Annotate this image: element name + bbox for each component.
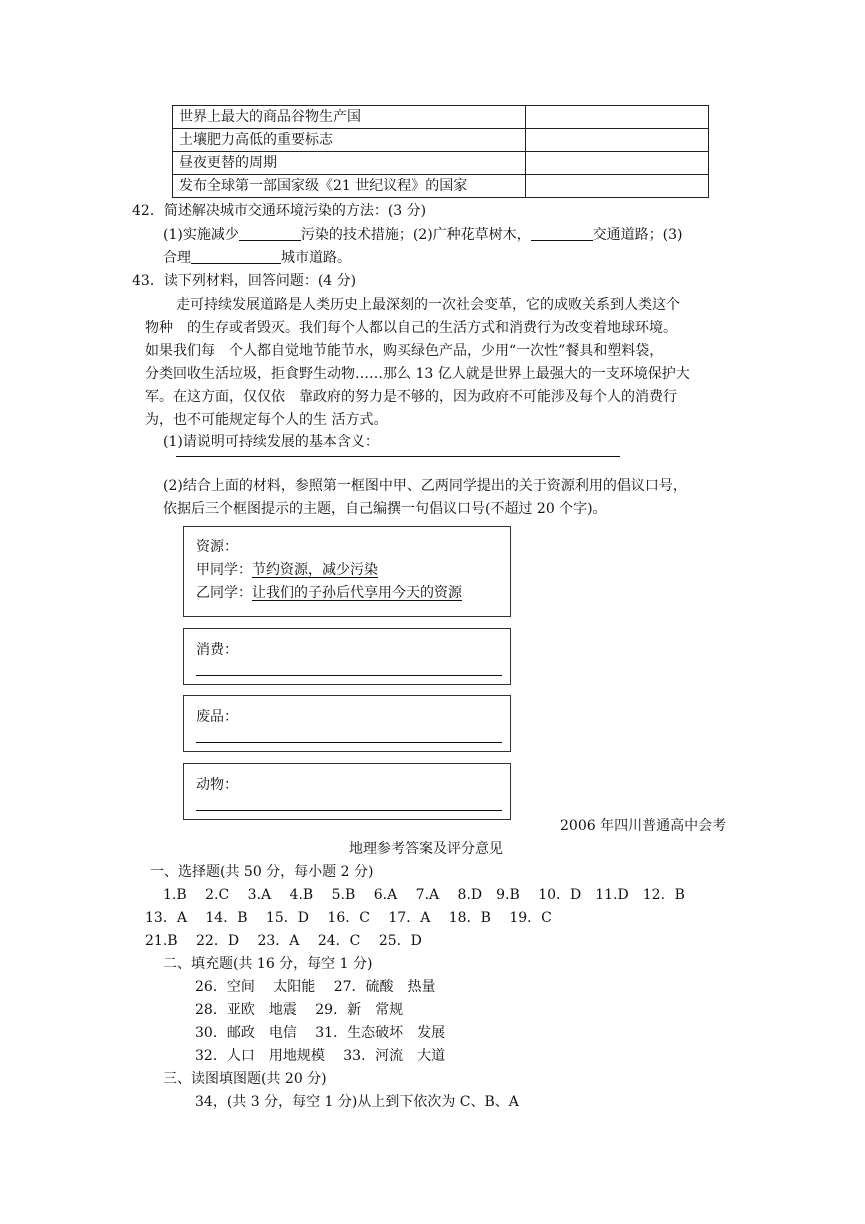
table-question-cell: 发布全球第一部国家级《21 世纪议程》的国家 (173, 175, 526, 198)
box-title: 资源： (196, 539, 238, 555)
table-row (173, 129, 709, 152)
q42-title: 42．简述解决城市交通环境污染的方法：(3 分) (132, 203, 427, 219)
q43-sub1-answer-line[interactable] (176, 456, 620, 457)
q42-text: 污染的技术措施；(2)广种花草树木， (300, 227, 531, 243)
q42-line1 (163, 224, 683, 247)
q42-blank-1[interactable] (239, 224, 301, 241)
section-heading: 一、选择题(共 50 分，每小题 2 分) (150, 864, 374, 880)
answer-row: 34，(共 3 分，每空 1 分)从上到下依次为 C、B、A (195, 1094, 519, 1110)
answer-row: 1.B 2.C 3.A 4.B 5.B 6.A 7.A 8.D 9.B 10．D 11.D 12．B (163, 887, 685, 903)
table-question-cell: 土壤肥力高低的重要标志 (173, 129, 526, 152)
q43-material-line: 物种 的生存或者毁灭。我们每个人都以自己的生活方式和消费行为改变着地球环境。 (145, 320, 677, 336)
table-answer-cell[interactable] (526, 175, 709, 198)
section-heading: 三、读图填图题(共 20 分) (163, 1071, 327, 1087)
resource-box (183, 526, 511, 617)
yi-slogan (196, 582, 462, 605)
q42-text: 城市道路。 (281, 250, 351, 266)
q43-material-line: 如果我们每 个人都自觉地节能节水，购买绿色产品，少用“一次性”餐具和塑料袋， (145, 343, 664, 359)
q43-sub1: (1)请说明可持续发展的基本含义： (163, 434, 379, 450)
q43-material-line: 为，也不可能规定每个人的生 活方式。 (145, 412, 388, 428)
animal-answer-line[interactable] (196, 810, 502, 811)
table-row (173, 175, 709, 198)
table-question-cell: 昼夜更替的周期 (173, 152, 526, 175)
q42-text: 交通道路；(3) (592, 227, 683, 243)
yi-label: 乙同学： (196, 585, 252, 601)
animal-box (183, 763, 511, 820)
table-answer-cell[interactable] (526, 106, 709, 129)
q43-material-line: 走可持续发展道路是人类历史上最深刻的一次社会变革，它的成败关系到人类这个 (176, 297, 680, 313)
exam-name: 2006 年四川普通高中会考 (560, 818, 727, 834)
box-title: 废品： (196, 709, 238, 725)
answer-row: 13．A 14．B 15．D 16．C 17．A 18．B 19．C (145, 910, 552, 926)
q42-text: 合理 (163, 250, 191, 266)
table-row (173, 152, 709, 175)
answer-key-title: 地理参考答案及评分意见 (349, 841, 503, 857)
q43-material-line: 分类回收生活垃圾，拒食野生动物……那么 13 亿人就是世界上最强大的一支环境保护大 (145, 366, 690, 382)
waste-box (183, 695, 511, 752)
table-row (173, 106, 709, 129)
q42-line2 (163, 247, 351, 270)
jia-slogan (196, 559, 378, 582)
box-title: 动物： (196, 777, 238, 793)
consumption-answer-line[interactable] (196, 675, 502, 676)
q42-text: (1)实施减少 (163, 227, 239, 243)
answer-row: 32．人口 用地规模 33．河流 大道 (195, 1048, 446, 1064)
table-answer-cell[interactable] (526, 129, 709, 152)
answer-row: 30．邮政 电信 31．生态破坏 发展 (195, 1025, 446, 1041)
q43-sub2-line2: 依据后三个框图提示的主题，自己编撰一句倡议口号(不超过 20 个字)。 (163, 501, 607, 517)
answer-row: 26．空间 太阳能 27．硫酸 热量 (195, 979, 436, 995)
table-question-cell: 世界上最大的商品谷物生产国 (173, 106, 526, 129)
table-answer-cell[interactable] (526, 152, 709, 175)
jia-slogan-text: 节约资源，减少污染 (252, 562, 378, 578)
q43-sub2-line1: (2)结合上面的材料，参照第一框图中甲、乙两同学提出的关于资源利用的倡议口号， (163, 478, 687, 494)
section-heading: 二、填充题(共 16 分，每空 1 分) (163, 956, 373, 972)
answer-row: 28．亚欧 地震 29．新 常规 (195, 1002, 404, 1018)
jia-label: 甲同学： (196, 562, 252, 578)
consumption-box (183, 628, 511, 685)
q43-material-line: 军。在这方面，仅仅依 靠政府的努力是不够的，因为政府不可能涉及每个人的消费行 (145, 389, 677, 405)
waste-answer-line[interactable] (196, 742, 502, 743)
q42-blank-2[interactable] (531, 224, 593, 241)
answer-table (172, 105, 709, 198)
q43-title: 43．读下列材料，回答问题：(4 分) (132, 273, 357, 289)
q42-blank-3[interactable] (191, 247, 281, 264)
yi-slogan-text: 让我们的子孙后代享用今天的资源 (252, 585, 462, 601)
box-title: 消费： (196, 642, 238, 658)
answer-row: 21.B 22．D 23．A 24．C 25．D (145, 933, 422, 949)
